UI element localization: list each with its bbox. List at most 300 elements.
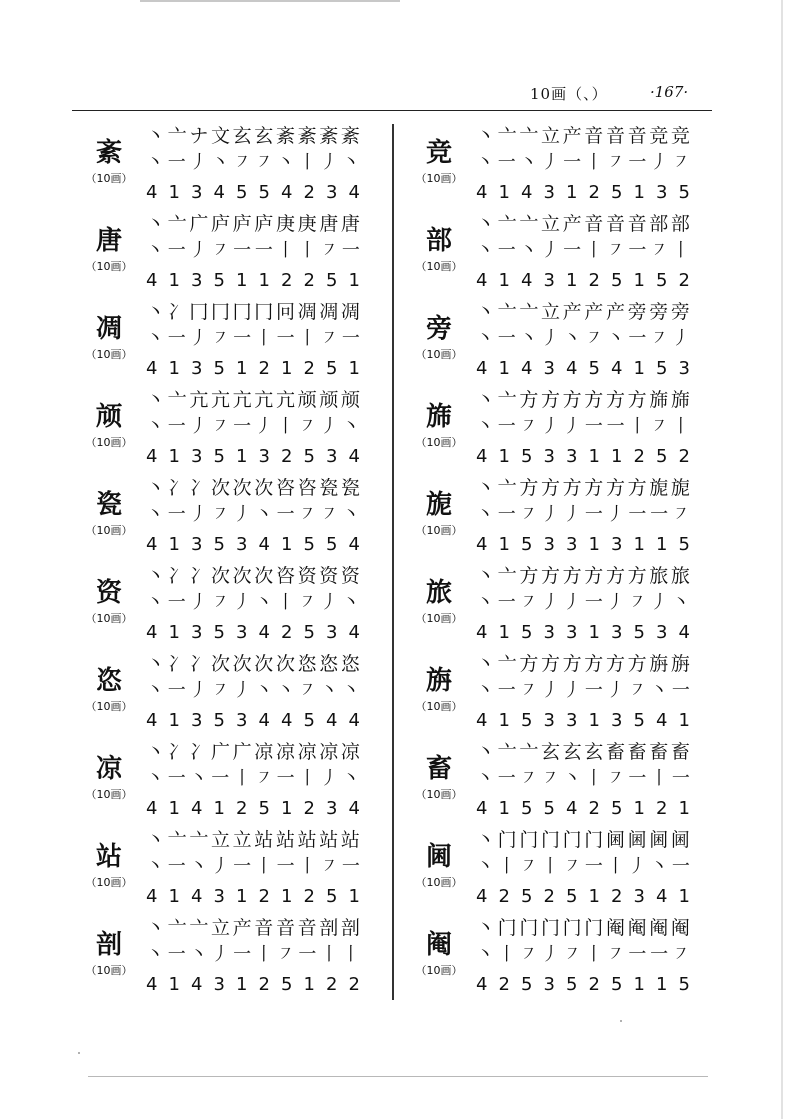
build-step: 门 [497, 829, 517, 851]
build-step: 亠 [497, 741, 517, 763]
build-step: 丶 [146, 829, 166, 851]
build-step: 亠 [497, 213, 517, 235]
build-step: 音 [605, 125, 625, 147]
character-entry [80, 476, 380, 564]
build-step: 方 [584, 477, 604, 499]
build-step: 阃 [649, 829, 669, 851]
build-step: 冋 [275, 301, 295, 323]
stroke-shapes: 丶 一 丿 ㇇ 丿 丶 一 ㇇ ㇇ 丶 [146, 504, 360, 525]
build-step: 亠 [497, 653, 517, 675]
bottom-rule [88, 1076, 708, 1077]
build-step: 亠 [167, 213, 187, 235]
character-entry [410, 124, 710, 212]
build-step: 立 [232, 829, 252, 851]
build-step: 庐 [254, 213, 274, 235]
build-step: 丶 [476, 565, 496, 587]
build-step: 丶 [476, 917, 496, 939]
stroke-build-sequence [146, 124, 360, 148]
build-step: 冂 [232, 301, 252, 323]
stroke-shapes: 丶 一 丿 ㇇ 一 丿 丨 ㇇ 丿 丶 [146, 416, 360, 437]
build-step: 玄 [584, 741, 604, 763]
scan-speck [620, 1020, 622, 1022]
build-step: 广 [189, 213, 209, 235]
page-header [72, 80, 712, 111]
stroke-count-label: （10画） [415, 612, 463, 625]
build-step: 旃 [670, 653, 690, 675]
build-step: 亠 [497, 301, 517, 323]
build-step: 咨 [297, 477, 317, 499]
stroke-count-label: （10画） [85, 172, 133, 185]
stroke-build-sequence [146, 212, 360, 236]
build-step: 立 [540, 301, 560, 323]
headword-character: 旁 [425, 314, 452, 344]
character-entry [410, 388, 710, 476]
build-step: 音 [275, 917, 295, 939]
stroke-codes: 4 1 3 5 1 1 2 2 5 1 [146, 270, 360, 291]
stroke-build-sequence [476, 564, 690, 588]
stroke-shapes: 丶 一 丿 ㇇ 丿 丶 丨 ㇇ 丿 丶 [146, 592, 360, 613]
build-step: 次 [254, 653, 274, 675]
build-step: 畜 [627, 741, 647, 763]
build-step: 站 [254, 829, 274, 851]
stroke-codes: 4 1 5 3 3 1 1 2 5 2 [476, 446, 690, 467]
stroke-build-sequence [146, 916, 360, 940]
stroke-codes: 4 1 5 3 3 1 3 5 3 4 [476, 622, 690, 643]
build-step: 方 [605, 565, 625, 587]
stroke-codes: 4 1 4 3 1 2 5 1 3 5 [476, 182, 690, 203]
stroke-shapes: 丶 一 丶 丿 一 丨 ㇇ 一 ㇇ 丨 [476, 240, 690, 261]
build-step: 广 [232, 741, 252, 763]
headword-character: 剖 [95, 930, 122, 960]
build-step: 凉 [340, 741, 360, 763]
character-entry [410, 916, 710, 1004]
character-entry [80, 828, 380, 916]
stroke-shapes: 丶 一 丶 丿 一 丨 ㇇ 一 丿 ㇇ [476, 152, 690, 173]
build-step: 亠 [189, 917, 209, 939]
build-step: 音 [297, 917, 317, 939]
build-step: 冫 [167, 301, 187, 323]
stroke-build-sequence [146, 828, 360, 852]
build-step: 玄 [254, 125, 274, 147]
build-step: 次 [210, 653, 230, 675]
build-step: ナ [189, 125, 209, 147]
build-step: 阉 [605, 917, 625, 939]
build-step: 阉 [649, 917, 669, 939]
build-step: 门 [519, 917, 539, 939]
build-step: 方 [519, 653, 539, 675]
build-step: 丶 [476, 125, 496, 147]
build-step: 丶 [146, 653, 166, 675]
stroke-shapes: 丶 一 丿 ㇇ 一 一 丨 丨 ㇇ 一 [146, 240, 360, 261]
headword-character: 竞 [425, 138, 452, 168]
build-step: 丶 [146, 477, 166, 499]
build-step: 丶 [146, 125, 166, 147]
character-entry [410, 300, 710, 388]
build-step: 紊 [340, 125, 360, 147]
build-step: 次 [232, 477, 252, 499]
stroke-count-label: （10画） [415, 260, 463, 273]
stroke-shapes: 丶 一 丶 丿 一 丨 ㇇ 一 丨 丨 [146, 944, 360, 965]
build-step: 旅 [649, 565, 669, 587]
stroke-codes: 4 1 3 5 3 4 2 5 3 4 [146, 622, 360, 643]
stroke-count-label: （10画） [85, 612, 133, 625]
build-step: 站 [275, 829, 295, 851]
build-step: 亠 [519, 741, 539, 763]
build-step: 门 [497, 917, 517, 939]
build-step: 门 [540, 917, 560, 939]
headword-character: 唐 [95, 226, 122, 256]
stroke-count-label: （10画） [415, 964, 463, 977]
headword-character: 旃 [425, 666, 452, 696]
build-step: 唐 [340, 213, 360, 235]
stroke-build-sequence [476, 828, 690, 852]
build-step: 冫 [189, 565, 209, 587]
stroke-build-sequence [146, 652, 360, 676]
build-step: 凉 [297, 741, 317, 763]
build-step: 紊 [297, 125, 317, 147]
character-entry [80, 916, 380, 1004]
build-step: 玄 [232, 125, 252, 147]
stroke-count-label: （10画） [415, 348, 463, 361]
top-scan-rule [140, 0, 400, 2]
stroke-codes: 4 2 5 2 5 1 2 3 4 1 [476, 886, 690, 907]
stroke-shapes: 丶 一 丶 丿 一 丨 一 丨 ㇇ 一 [146, 856, 360, 877]
build-step: 竞 [670, 125, 690, 147]
stroke-build-sequence [476, 212, 690, 236]
stroke-count-label: （10画） [85, 964, 133, 977]
build-step: 旁 [627, 301, 647, 323]
build-step: 冂 [254, 301, 274, 323]
build-step: 恣 [319, 653, 339, 675]
character-entry [80, 212, 380, 300]
build-step: 立 [210, 829, 230, 851]
build-step: 音 [627, 125, 647, 147]
build-step: 站 [297, 829, 317, 851]
stroke-count-label: （10画） [415, 876, 463, 889]
build-step: 玄 [540, 741, 560, 763]
build-step: 次 [275, 653, 295, 675]
build-step: 竞 [649, 125, 669, 147]
build-step: 产 [232, 917, 252, 939]
headword-character: 恣 [95, 666, 122, 696]
stroke-codes: 4 1 4 3 4 5 4 1 5 3 [476, 358, 690, 379]
stroke-shapes: 丶 一 ㇇ ㇇ 丶 丨 ㇇ 一 丨 一 [476, 768, 690, 789]
stroke-codes: 4 1 3 5 3 4 4 5 4 4 [146, 710, 360, 731]
build-step: 瓷 [319, 477, 339, 499]
build-step: 阃 [605, 829, 625, 851]
stroke-codes: 4 1 5 3 3 1 3 5 4 1 [476, 710, 690, 731]
build-step: 方 [605, 389, 625, 411]
build-step: 紊 [275, 125, 295, 147]
build-step: 门 [562, 917, 582, 939]
build-step: 方 [562, 653, 582, 675]
stroke-build-sequence [146, 476, 360, 500]
build-step: 丶 [146, 917, 166, 939]
build-step: 方 [627, 565, 647, 587]
build-step: 冂 [189, 301, 209, 323]
stroke-build-sequence [476, 916, 690, 940]
build-step: 立 [540, 125, 560, 147]
character-entry [80, 300, 380, 388]
character-entry [80, 564, 380, 652]
stroke-shapes: 丶 一 ㇇ 丿 丿 一 丿 ㇇ 丿 丶 [476, 592, 690, 613]
build-step: 庚 [275, 213, 295, 235]
build-step: 恣 [297, 653, 317, 675]
headword-character: 旅 [425, 578, 452, 608]
build-step: 方 [540, 477, 560, 499]
stroke-build-sequence [476, 124, 690, 148]
scan-speck [78, 1052, 80, 1054]
stroke-count-label: （10画） [415, 436, 463, 449]
build-step: 亢 [275, 389, 295, 411]
stroke-count-label: （10画） [85, 348, 133, 361]
headword-character: 瓷 [95, 490, 122, 520]
character-entry [410, 652, 710, 740]
headword-character: 部 [425, 226, 452, 256]
build-step: 冫 [189, 653, 209, 675]
build-step: 旁 [670, 301, 690, 323]
build-step: 畜 [649, 741, 669, 763]
build-step: 方 [519, 565, 539, 587]
headword-character: 旎 [425, 490, 452, 520]
build-step: 旆 [670, 389, 690, 411]
build-step: 资 [319, 565, 339, 587]
headword-character: 阉 [425, 930, 452, 960]
build-step: 颃 [297, 389, 317, 411]
stroke-build-sequence [476, 740, 690, 764]
build-step: 亢 [189, 389, 209, 411]
character-entry [410, 476, 710, 564]
stroke-codes: 4 1 4 3 1 2 1 2 5 1 [146, 886, 360, 907]
build-step: 丶 [146, 741, 166, 763]
stroke-shapes: 丶 一 丿 丶 ㇇ ㇇ 丶 丨 丿 丶 [146, 152, 360, 173]
stroke-shapes: 丶 一 丿 ㇇ 一 丨 一 丨 ㇇ 一 [146, 328, 360, 349]
build-step: 凉 [275, 741, 295, 763]
build-step: 方 [584, 389, 604, 411]
build-step: 亠 [189, 829, 209, 851]
build-step: 部 [649, 213, 669, 235]
build-step: 丶 [476, 389, 496, 411]
build-step: 方 [519, 477, 539, 499]
build-step: 立 [540, 213, 560, 235]
build-step: 冫 [167, 477, 187, 499]
build-step: 门 [519, 829, 539, 851]
build-step: 旃 [649, 653, 669, 675]
build-step: 产 [562, 301, 582, 323]
character-entry [80, 652, 380, 740]
build-step: 咨 [275, 565, 295, 587]
stroke-shapes: 丶 一 ㇇ 丿 丿 一 丿 一 一 ㇇ [476, 504, 690, 525]
stroke-count-label: （10画） [85, 436, 133, 449]
stroke-count-label: （10画） [415, 524, 463, 537]
build-step: 门 [540, 829, 560, 851]
build-step: 亠 [519, 125, 539, 147]
build-step: 次 [210, 565, 230, 587]
build-step: 旎 [670, 477, 690, 499]
build-step: 亢 [254, 389, 274, 411]
build-step: 阉 [627, 917, 647, 939]
headword-character: 畜 [425, 754, 452, 784]
build-step: 阉 [670, 917, 690, 939]
build-step: 门 [562, 829, 582, 851]
build-step: 恣 [340, 653, 360, 675]
build-step: 部 [670, 213, 690, 235]
stroke-shapes: 丶 一 丿 ㇇ 丿 丶 丶 ㇇ 丶 丶 [146, 680, 360, 701]
build-step: 方 [540, 389, 560, 411]
stroke-build-sequence [476, 300, 690, 324]
build-step: 丶 [476, 653, 496, 675]
stroke-count-label: （10画） [415, 788, 463, 801]
build-step: 冂 [210, 301, 230, 323]
stroke-build-sequence [476, 476, 690, 500]
build-step: 文 [210, 125, 230, 147]
build-step: 方 [540, 565, 560, 587]
build-step: 冫 [167, 653, 187, 675]
stroke-build-sequence [146, 388, 360, 412]
stroke-build-sequence [146, 564, 360, 588]
build-step: 广 [210, 741, 230, 763]
headword-character: 凉 [95, 754, 122, 784]
stroke-codes: 4 1 3 5 3 4 1 5 5 4 [146, 534, 360, 555]
headword-character: 资 [95, 578, 122, 608]
build-step: 音 [605, 213, 625, 235]
build-step: 颃 [319, 389, 339, 411]
stroke-build-sequence [476, 388, 690, 412]
stroke-count-label: （10画） [85, 260, 133, 273]
stroke-count-label: （10画） [85, 876, 133, 889]
build-step: 庐 [210, 213, 230, 235]
stroke-codes: 4 1 5 5 4 2 5 1 2 1 [476, 798, 690, 819]
headword-character: 阃 [425, 842, 452, 872]
build-step: 方 [584, 565, 604, 587]
build-step: 站 [319, 829, 339, 851]
character-entry [410, 828, 710, 916]
stroke-shapes: 丶 一 丶 一 丨 ㇇ 一 丨 丿 丶 [146, 768, 360, 789]
build-step: 亠 [497, 389, 517, 411]
build-step: 方 [627, 389, 647, 411]
build-step: 颃 [340, 389, 360, 411]
stroke-codes: 4 1 5 3 3 1 3 1 1 5 [476, 534, 690, 555]
build-step: 旎 [649, 477, 669, 499]
headword-character: 凋 [95, 314, 122, 344]
build-step: 亢 [210, 389, 230, 411]
build-step: 资 [340, 565, 360, 587]
build-step: 旁 [649, 301, 669, 323]
build-step: 丶 [146, 213, 166, 235]
build-step: 方 [562, 389, 582, 411]
build-step: 亠 [519, 301, 539, 323]
build-step: 旅 [670, 565, 690, 587]
build-step: 亠 [167, 125, 187, 147]
build-step: 庚 [297, 213, 317, 235]
build-step: 紊 [319, 125, 339, 147]
build-step: 剖 [340, 917, 360, 939]
page-edge [781, 0, 783, 1119]
character-entry [80, 740, 380, 828]
build-step: 唐 [319, 213, 339, 235]
headword-character: 站 [95, 842, 122, 872]
build-step: 丶 [476, 477, 496, 499]
build-step: 音 [627, 213, 647, 235]
build-step: 次 [232, 565, 252, 587]
build-step: 方 [584, 653, 604, 675]
build-step: 冫 [167, 565, 187, 587]
build-step: 产 [562, 213, 582, 235]
build-step: 次 [232, 653, 252, 675]
build-step: 方 [562, 565, 582, 587]
build-step: 方 [605, 477, 625, 499]
stroke-shapes: 丶 一 丶 丿 丶 ㇇ 丶 一 ㇇ 丿 [476, 328, 690, 349]
stroke-shapes: 丶 丨 ㇇ 丿 ㇇ 丨 ㇇ 一 一 ㇇ [476, 944, 690, 965]
build-step: 丶 [146, 389, 166, 411]
headword-character: 颃 [95, 402, 122, 432]
build-step: 亠 [497, 565, 517, 587]
stroke-count-label: （10画） [85, 524, 133, 537]
build-step: 冫 [189, 741, 209, 763]
build-step: 方 [519, 389, 539, 411]
build-step: 阃 [670, 829, 690, 851]
build-step: 产 [584, 301, 604, 323]
stroke-count-label: （10画） [85, 788, 133, 801]
build-step: 音 [584, 125, 604, 147]
section-label: 10画（、） [530, 85, 608, 103]
build-step: 音 [254, 917, 274, 939]
build-step: 凋 [319, 301, 339, 323]
build-step: 丶 [476, 829, 496, 851]
stroke-codes: 4 1 3 5 1 2 1 2 5 1 [146, 358, 360, 379]
build-step: 冫 [189, 477, 209, 499]
build-step: 方 [562, 477, 582, 499]
stroke-codes: 4 1 4 3 1 2 5 1 2 2 [146, 974, 360, 995]
build-step: 资 [297, 565, 317, 587]
build-step: 凉 [254, 741, 274, 763]
build-step: 站 [340, 829, 360, 851]
build-step: 咨 [275, 477, 295, 499]
stroke-shapes: 丶 一 ㇇ 丿 丿 一 一 丨 ㇇ 丨 [476, 416, 690, 437]
build-step: 凉 [319, 741, 339, 763]
build-step: 剖 [319, 917, 339, 939]
build-step: 丶 [146, 301, 166, 323]
stroke-codes: 4 2 5 3 5 2 5 1 1 5 [476, 974, 690, 995]
build-step: 产 [605, 301, 625, 323]
stroke-shapes: 丶 丨 ㇇ 丨 ㇇ 一 丨 丿 丶 一 [476, 856, 690, 877]
build-step: 丶 [476, 741, 496, 763]
build-step: 亠 [167, 389, 187, 411]
build-step: 凋 [340, 301, 360, 323]
headword-character: 紊 [95, 138, 122, 168]
build-step: 亠 [167, 917, 187, 939]
character-entry [410, 212, 710, 300]
build-step: 庐 [232, 213, 252, 235]
stroke-codes: 4 1 3 4 5 5 4 2 3 4 [146, 182, 360, 203]
stroke-build-sequence [476, 652, 690, 676]
page-number: ·167· [650, 83, 689, 101]
stroke-build-sequence [146, 740, 360, 764]
build-step: 次 [254, 477, 274, 499]
stroke-codes: 4 1 3 5 1 3 2 5 3 4 [146, 446, 360, 467]
build-step: 畜 [670, 741, 690, 763]
build-step: 方 [627, 477, 647, 499]
build-step: 音 [584, 213, 604, 235]
build-step: 丶 [146, 565, 166, 587]
build-step: 次 [254, 565, 274, 587]
build-step: 丶 [476, 213, 496, 235]
character-entry [80, 124, 380, 212]
build-step: 丶 [476, 301, 496, 323]
build-step: 门 [584, 829, 604, 851]
build-step: 亢 [232, 389, 252, 411]
column-divider [392, 124, 394, 1000]
